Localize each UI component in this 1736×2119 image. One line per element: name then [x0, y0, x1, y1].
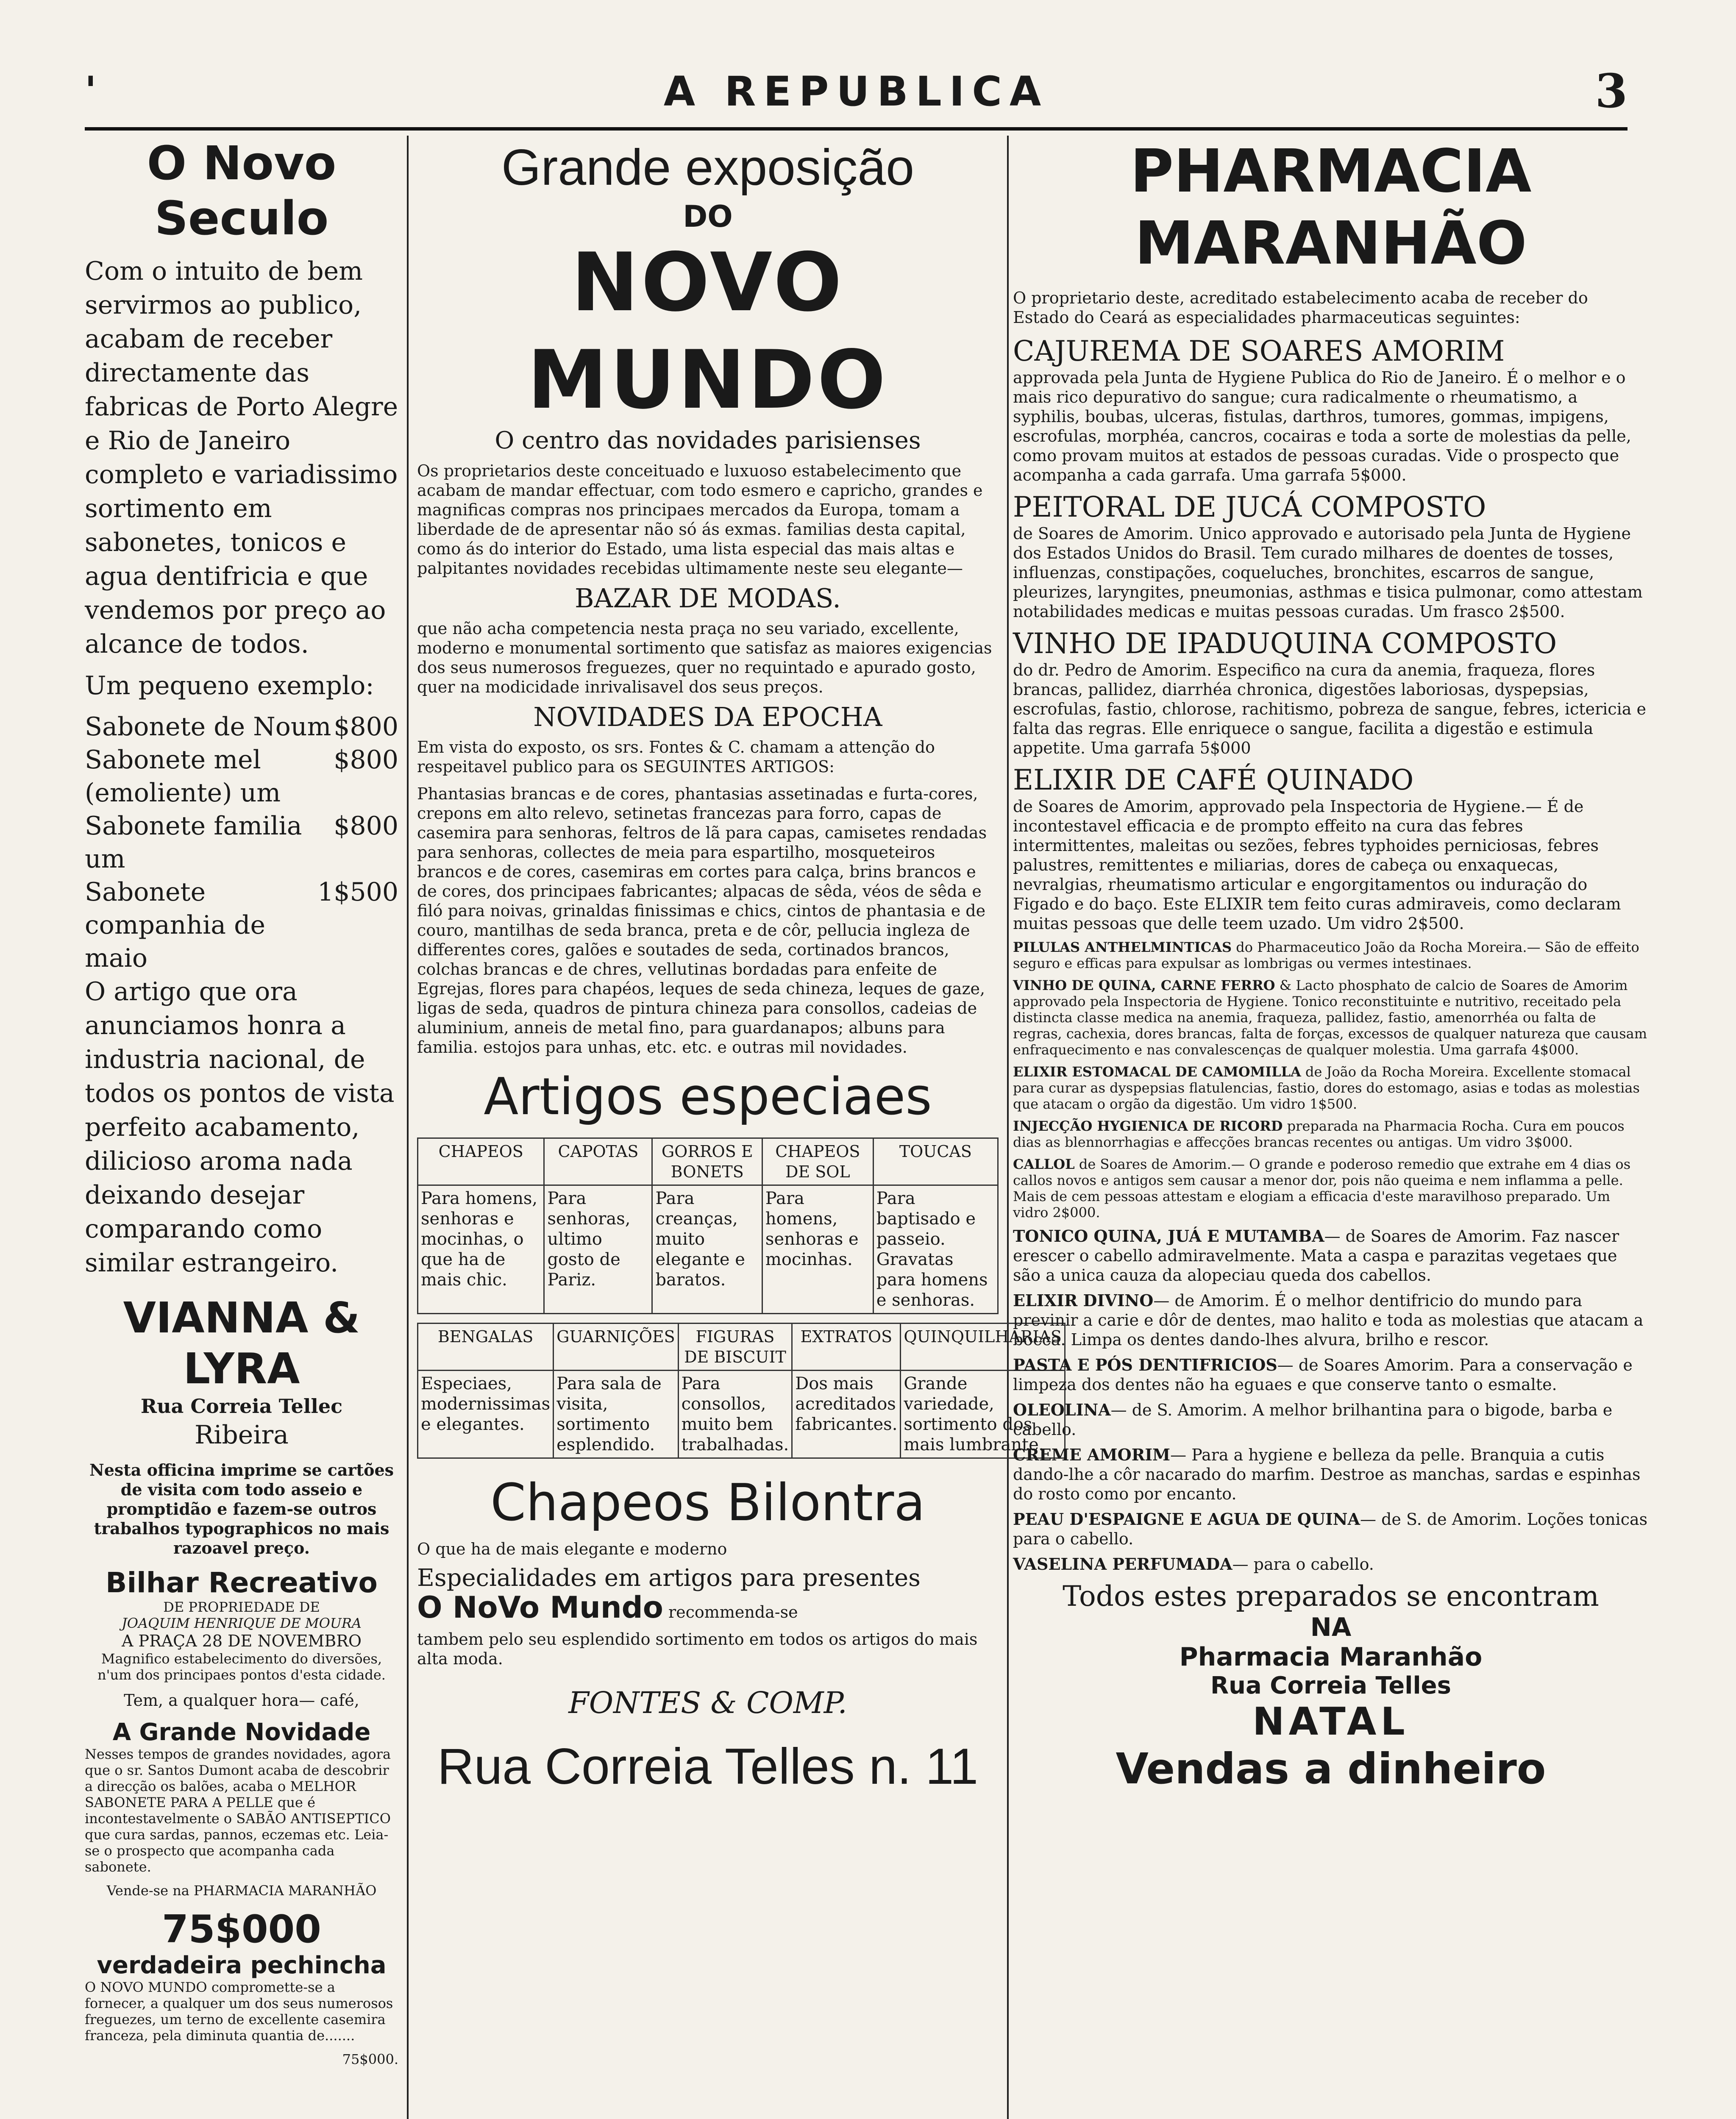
bazar-title: BAZAR DE MODAS. [574, 583, 841, 614]
grid-header: BENGALAS [418, 1324, 554, 1371]
price-row: Sabonete de Noum $800 [85, 712, 398, 742]
novidade-title: A Grande Novidade [112, 1719, 371, 1746]
novo-seculo-example: Um pequeno exemplo: [85, 671, 374, 701]
left-column [85, 136, 398, 2119]
grid-header: CHAPEOS [418, 1138, 544, 1185]
novo-mundo-subtitle: O centro das novidades parisienses [495, 427, 921, 454]
page-number: 3 [1595, 64, 1628, 118]
grid-header: QUINQUILHARIAS [901, 1324, 1065, 1371]
item-text: do dr. Pedro de Amorim. Especifico na cura da anemia, fraqueza, flores brancas, pallidez, diarrhéa chronica, digestões laboriosas, dyspepsias, escrofulas, fastio, chlorose, rachitismo, pobreza de sangue, febres, ictericia e falta das regras. Elle enriquece o sangue, facilita a digestão e estimula appetite. Uma garrafa 5$000 [1013, 661, 1646, 757]
bilhar-address: A PRAÇA 28 DE NOVEMBRO [122, 1632, 362, 1650]
grid-header: EXTRATOS [792, 1324, 901, 1371]
novo-mundo-title: NOVO MUNDO [527, 236, 888, 427]
novo-seculo-intro: Com o intuito de bem servirmos ao publico, acabam de receber directamente das fabricas de Porto Alegre e Rio de Janeiro completo e variadissimo sortimento em sabonetes, tonicos e agua dentifricia e que vendemos por preço ao alcance de todos. [85, 256, 398, 659]
newspaper-title: A REPUBLICA [663, 68, 1049, 115]
masthead [85, 64, 1628, 131]
novo-seculo-title: O Novo Seculo [147, 136, 337, 245]
price-row: Sabonete companhia de maio 1$500 [85, 877, 398, 973]
list-item [1013, 335, 1649, 485]
pechincha-price: 75$000 [162, 1907, 321, 1952]
pechincha-text: O NOVO MUNDO compromette-se a fornecer, a qualquer um dos seus numerosos freguezes, um terno de excellente casemira franceza, pela diminuta quantia de....... [85, 1979, 393, 2044]
list-item: ELIXIR DIVINO— de Amorim. É o melhor dentifricio do mundo para previnir a carie e dôr de dentes, mao halito e toda as molestias que atacam a bocca. Limpa os dentes dando-lhes alvura, brilho e rescor. [1013, 1291, 1644, 1349]
novo-mundo-intro: Os proprietarios deste conceituado e luxuoso estabelecimento que acabam de mandar effectuar, com todo esmero e capricho, grandes e magnificas compras nos principaes mercados da Europa, tomam a liberdade de de apresentar não só ás exmas. familias desta capital, como ás do interior do Estado, uma lista especial das mais altas e palpitantes novidades recebidas ultimamente neste seu elegante— [417, 462, 983, 578]
novidade-sold: Vende-se na PHARMACIA MARANHÃO [106, 1883, 377, 1899]
list-item [1013, 627, 1649, 758]
vianna-street: Rua Correia Tellec [140, 1395, 343, 1418]
novidade-text: Nesses tempos de grandes novidades, agora que o sr. Santos Dumont acaba de descobrir a direcção os balões, acaba o MELHOR SABONETE PARA A PELLE que é incontestavelmente o SABÃO ANTISEPTICO que cura sardas, pannos, eczemas etc. Leia-se o prospecto que acompanha cada sabonete. [85, 1746, 391, 1875]
right-column [1013, 136, 1649, 2119]
bilontra-text: O que ha de mais elegante e moderno [417, 1540, 727, 1558]
item-name: VINHO DE IPADUQUINA COMPOSTO [1013, 627, 1557, 660]
list-item: VASELINA PERFUMADA— para o cabello. [1013, 1554, 1374, 1574]
list-item: ELIXIR ESTOMACAL DE CAMOMILLA de João da Rocha Moreira. Excellente stomacal para curar as dyspepsias flatulencias, fastio, dores do estomago, asias e todas as molestias que atacam o orgão da digestão. Um vidro 1$500. [1013, 1064, 1640, 1112]
novidades-intro: Em vista do exposto, os srs. Fontes & C. chamam a attenção do respeitavel publico para os SEGUINTES ARTIGOS: [417, 738, 935, 776]
masthead-mark: ' [85, 68, 97, 113]
bilontra-title: Chapeos Bilontra [490, 1474, 925, 1532]
list-item: OLEOLINA— de S. Amorim. A melhor brilhantina para o bigode, barba e cabello. [1013, 1400, 1613, 1439]
grid-header: CAPOTAS [544, 1138, 652, 1185]
bilhar-offer: Tem, a qualquer hora— café, [124, 1691, 359, 1710]
item-name: PEITORAL DE JUCÁ COMPOSTO [1013, 491, 1486, 523]
onovo-tail: recommenda-se [668, 1603, 798, 1621]
pharmacia-title: PHARMACIA MARANHÃO [1130, 137, 1532, 278]
novo-mundo-address: Rua Correia Telles n. 11 [437, 1738, 979, 1795]
item-text: approvada pela Junta de Hygiene Publica do Rio de Janeiro. É o melhor e o mais rico depurativo do sangue; cura radicalmente o rheumatismo, a syphilis, boubas, ulceras, fistulas, darthros, tumores, gommas, impigens, escrofulas, morphéa, cancros, cocairas e toda a sorte de molestias da pelle, como provam muitos at estados de pessoas curadas. Vide o prospecto que acompanha a cada garrafa. Uma garrafa 5$000. [1013, 368, 1631, 484]
pharmacia-vendas: Vendas a dinheiro [1116, 1744, 1546, 1794]
grid-cell: Dos mais acreditados fabricantes. [792, 1371, 901, 1458]
vianna-text: Nesta officina imprime se cartões de visita com todo asseio e promptidão e fazem-se outros trabalhos typographicos no mais razoavel preço. [89, 1460, 394, 1557]
grid-header: CHAPEOS DE SOL [762, 1138, 873, 1185]
grid-cell: Para baptisado e passeio. Gravatas para homens e senhoras. [873, 1185, 998, 1314]
pharmacia-intro: O proprietario deste, acreditado estabelecimento acaba de receber do Estado do Ceará as especialidades pharmaceuticas seguintes: [1013, 289, 1588, 327]
novo-seculo-closing: O artigo que ora anunciamos honra a industria nacional, de todos os pontos de vista perfeito acabamento, dilicioso aroma nada deixando desejar comparando como similar estrangeiro. [85, 977, 395, 1278]
list-item [1013, 491, 1649, 621]
onovo-mundo-logo: O NoVo Mundo [417, 1590, 663, 1625]
especialidades-text: Especialidades em artigos para presentes [417, 1564, 921, 1592]
pharmacia-name: Pharmacia Maranhão [1179, 1642, 1483, 1672]
price-row: Sabonete familia um $800 [85, 811, 398, 874]
price-row: Sabonete mel (emoliente) um $800 [85, 745, 398, 808]
artigos-grid-1 [417, 1137, 999, 1314]
list-item [1013, 764, 1649, 933]
grid-cell: Grande variedade, sortimento dos mais lumbrante. [901, 1371, 1065, 1458]
list-item: PILULAS ANTHELMINTICAS do Pharmaceutico João da Rocha Moreira.— São de effeito seguro e efficas para expulsar as lombrigas ou vermes intestinaes. [1013, 939, 1639, 971]
fontes-signature: FONTES & COMP. [568, 1685, 847, 1720]
bilhar-desc: Magnifico estabelecimento do diversões, n'um dos principaes pontos d'esta cidade. [97, 1651, 386, 1683]
grid-cell: Para sala de visita, sortimento esplendido. [554, 1371, 679, 1458]
list-item: CREME AMORIM— Para a hygiene e belleza da pelle. Branquia a cutis dando-lhe a côr nacarado do marfim. Destroe as manchas, sardas e espinhas do rosto como por encanto. [1013, 1445, 1641, 1503]
exposicao-do: DO [683, 199, 733, 234]
grid-cell: Para homens, senhoras e mocinhas, o que ha de mais chic. [418, 1185, 544, 1314]
pharmacia-closing: Todos estes preparados se encontram [1063, 1580, 1599, 1613]
list-item: INJECÇÃO HYGIENICA DE RICORD preparada na Pharmacia Rocha. Cura em poucos dias as blennorrhagias e affecções brancas recentes ou antigas. Um vidro 3$000. [1013, 1118, 1625, 1150]
vianna-district: Ribeira [195, 1420, 289, 1450]
item-text: de Soares de Amorim, approvado pela Inspectoria de Hygiene.— É de incontestavel efficacia e de prompto effeito na cura das febres intermittentes, maleitas ou sezões, febres typhoides perniciosas, febres palustres, remittentes e miliarias, dores de cabeça ou enxaquecas, nevralgias, rheumatismo articular e engorgitamentos ou induração do Figado e do baço. Este ELIXIR tem feito curas admiraveis, como declaram muitas pessoas que delle teem uzado. Um vidro 2$500. [1013, 797, 1621, 933]
artigos-grid-2 [417, 1323, 1066, 1459]
list-item: PASTA E PÓS DENTIFRICIOS— de Soares Amorim. Para a conservação e limpeza dos dentes não ha eguaes e que conserve tanto o esmalte. [1013, 1355, 1633, 1394]
grid-cell: Especiaes, modernissimas e elegantes. [418, 1371, 554, 1458]
artigos-title: Artigos especiaes [484, 1068, 932, 1126]
novidades-title: NOVIDADES DA EPOCHA [533, 701, 882, 732]
bilhar-owner: JOAQUIM HENRIQUE DE MOURA [121, 1615, 362, 1631]
grid-header: FIGURAS DE BISCUIT [678, 1324, 792, 1371]
item-name: CAJUREMA DE SOARES AMORIM [1013, 335, 1505, 367]
list-item: TONICO QUINA, JUÁ E MUTAMBA— de Soares de Amorim. Faz nascer erescer o cabello admiravelmente. Mata a caspa e parazitas vegetaes que são a unica cauza da alopeciau queda dos cabellos. [1013, 1226, 1619, 1285]
onovo-text: tambem pelo seu esplendido sortimento em todos os artigos do mais alta moda. [417, 1630, 978, 1668]
list-item: PEAU D'ESPAIGNE E AGUA DE QUINA— de S. de Amorim. Loções tonicas para o cabello. [1013, 1510, 1648, 1548]
grid-header: TOUCAS [873, 1138, 998, 1185]
grid-cell: Para senhoras, ultimo gosto de Pariz. [544, 1185, 652, 1314]
list-item: CALLOL de Soares de Amorim.— O grande e poderoso remedio que extrahe em 4 dias os callos novos e antigos sem causar a menor dor, pois não queima e nem inflamma a pelle. Mais de cem pessoas attestam e elogiam a efficacia d'este maravilhoso preparado. Um vidro 2$000. [1013, 1156, 1631, 1221]
pharmacia-street: Rua Correia Telles [1210, 1672, 1451, 1699]
pharmacia-na: NA [1310, 1613, 1352, 1642]
grid-header: GUARNIÇÕES [554, 1324, 679, 1371]
list-item: VINHO DE QUINA, CARNE FERRO & Lacto phosphato de calcio de Soares de Amorim approvado pela Inspectoria de Hygiene. Tonico reconstituinte e nutritivo, receitado pela distincta classe medica na anemia, fraqueza, pallidez, fastio, amenorrhéa ou falta de regras, cachexia, dores brancas, falta de forças, excessos de qualquer natureza que causam enfraquecimento e nas convalescenças de qualquer molestia. Uma garrafa 4$000. [1013, 977, 1647, 1058]
exposicao-title: Grande exposição [501, 139, 914, 196]
item-name: ELIXIR DE CAFÉ QUINADO [1013, 764, 1414, 796]
center-column [407, 136, 1062, 2119]
bazar-text: que não acha competencia nesta praça no seu variado, excellente, moderno e monumental sortimento que satisfaz as maiores exigencias dos seus numerosos freguezes, quer no requintado e apurado gosto, quer na modicidade inrivalisavel dos seus preços. [417, 619, 992, 696]
bilhar-owner-label: DE PROPRIEDADE DE [163, 1599, 320, 1615]
item-text: de Soares de Amorim. Unico approvado e autorisado pela Junta de Hygiene dos Estados Unidos do Brasil. Tem curado milhares de doentes de tosses, influenzas, constipações, coqueluches, bronchites, escarros de sangue, pleurizes, laryngites, pneumonias, asthmas e tisica pulmonar, como attestam notabilidades medicas e muitas pessoas curadas. Um frasco 2$500. [1013, 524, 1643, 621]
vianna-lyra-title: VIANNA & LYRA [123, 1293, 360, 1393]
grid-cell: Para consollos, muito bem trabalhadas. [678, 1371, 792, 1458]
pharmacia-city: NATAL [1252, 1699, 1409, 1744]
pechincha-amount: 75$000. [342, 2051, 398, 2067]
soap-price-list [85, 710, 398, 975]
grid-cell: Para homens, senhoras e mocinhas. [762, 1185, 873, 1314]
novidades-list: Phantasias brancas e de cores, phantasias assetinadas e furta-cores, crepons em alto relevo, setinetas francezas para forro, capas de casemira para senhoras, feltros de lã para capas, camisetes rendadas para senhoras, collectes de meia para espartilho, mosqueteiros brancos e de cores, casemiras em cortes para calça, brins brancos e de cores, dos principaes fabricantes; alpacas de sêda, véos de sêda e filó para noivas, grinaldas finissimas e chics, cintos de phantasia e de couro, mantilhas de seda branca, preta e de côr, pellucia ingleza de differentes cores, galões e soutades de seda, cortinados brancos, colchas brancas e de chres, vellutinas bordadas para enfeite de Egrejas, flores para chapéos, leques de seda chineza, leques de gaze, ligas de seda, quadros de pintura chineza para consollos, cadeias de aluminium, anneis de metal fino, para guardanapos; albuns para familia. estojos para unhas, etc. etc. e outras mil novidades. [417, 784, 987, 1057]
pechincha-title: verdadeira pechincha [97, 1952, 387, 1979]
bilhar-title: Bilhar Recreativo [106, 1566, 378, 1599]
grid-cell: Para creanças, muito elegante e baratos. [652, 1185, 762, 1314]
grid-header: GORROS E BONETS [652, 1138, 762, 1185]
